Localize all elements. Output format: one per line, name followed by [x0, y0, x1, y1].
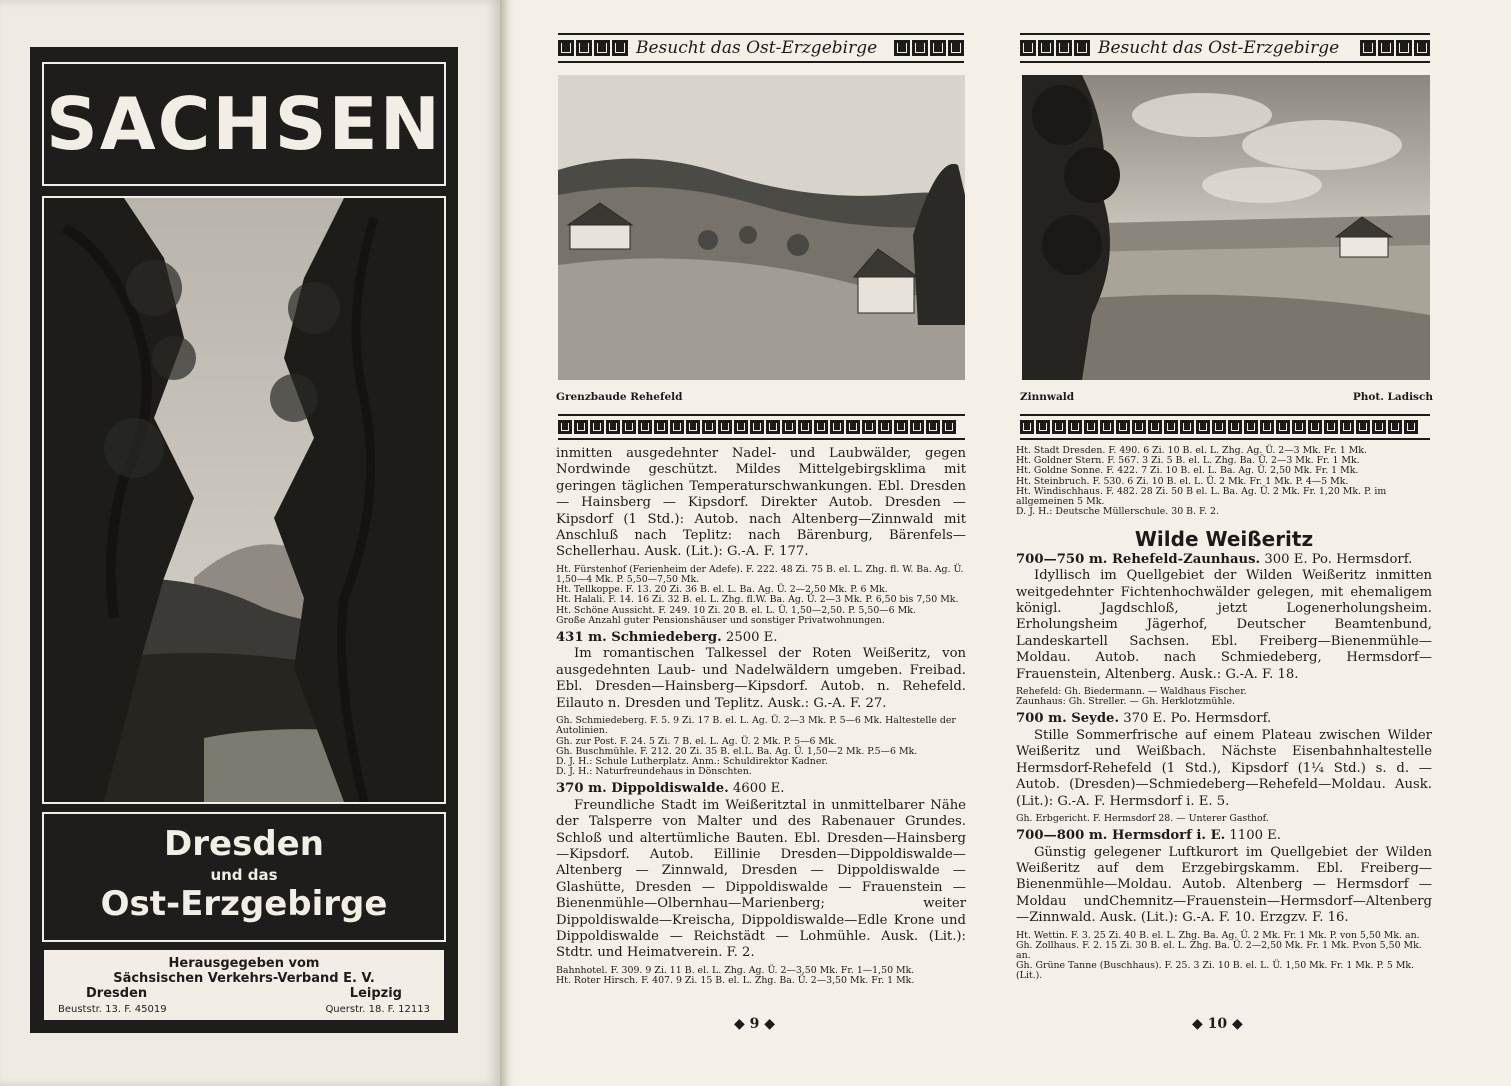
page-number: ◆ 10 ◆ [1192, 1016, 1243, 1032]
hotel-entry: Bahnhotel. F. 309. 9 Zi. 11 B. el. L. Zhg. Ag. Ü. 2—3,50 Mk. Fr. 1—1,50 Mk. [556, 964, 915, 976]
hotel-entry: Zaunhaus: Gh. Streller. — Gh. Herklotzmühle. [1016, 696, 1236, 708]
cover-subtitle-dresden: Dresden [164, 824, 324, 864]
publisher-address-dresden: Beuststr. 13. F. 45019 [58, 1004, 167, 1015]
place-heading [556, 630, 966, 646]
hotel-entry: Ht. Fürstenhof (Ferienheim der Adefe). F. 222. 48 Zi. 75 B. el. L. Zhg. fl. W. Ba. Ag. Ü. 1,50—4 Mk. P. 5,50—7,50 Mk. [556, 563, 964, 586]
hotel-entry: Ht. Stadt Dresden. F. 490. 6 Zi. 10 B. el. L. Zhg. Ag. Ü. 2—3 Mk. Fr. 1 Mk. [1016, 445, 1367, 456]
hotel-entry: Ht. Goldner Stern. F. 567. 3 Zi. 5 B. el. L. Zhg. Ba. Ü. 2—3 Mk. Fr. 1 Mk. [1016, 455, 1360, 467]
forest-landscape-image [44, 198, 444, 802]
ornament-mark-icon [558, 40, 628, 56]
cover-title-box [42, 62, 446, 186]
hotel-list [556, 966, 966, 986]
hotel-entry: D. J. H.: Schule Lutherplatz. Anm.: Schuldirektor Kadner. [556, 755, 828, 767]
hotel-entry: Gh. Zollhaus. F. 2. 15 Zi. 30 B. el. L. Zhg. Ba. Ü. 2—2,50 Mk. Fr. 1 Mk. P.von 5,50 Mk. an. [1016, 939, 1422, 961]
hotel-entry: Ht. Roter Hirsch. F. 407. 9 Zi. 15 B. el. L. Zhg. Ba. Ü. 2—3,50 Mk. Fr. 1 Mk. [556, 974, 915, 986]
intro-paragraph: inmitten ausgedehnter Nadel- und Laubwälder, gegen Nordwinde geschützt. Mildes Mittelgebirgsklima mit geringen täglichen Temperaturschwankungen. Ebl. Dresden — Hainsberg — Kipsdorf. Direkter Autob. Dresden — Kipsdorf (1 Std.): Autob. nach Altenberg—Zinnwald mit Anschluß nach Teplitz: nach Bärenburg, Bärenfels—Schellerhau. Ausk. (Lit.): G.-A. F. 177. [556, 446, 966, 560]
hotel-entry: Ht. Schöne Aussicht. F. 249. 10 Zi. 20 B. el. L. Ü. 1,50—2,50. P. 5,50—6 Mk. [556, 604, 916, 616]
hotel-entry: Ht. Steinbruch. F. 530. 6 Zi. 10 B. el. L. Ü. 2 Mk. Fr. 1 Mk. P. 4—5 Mk. [1016, 475, 1349, 487]
cover-photo-forest-landscape [42, 196, 446, 804]
cover-title: SACHSEN [46, 82, 442, 166]
place-population: 370 E. Po. Hermsdorf. [1119, 711, 1272, 727]
photo-caption: Zinnwald [1020, 391, 1075, 403]
place-name: 700—750 m. Rehefeld-Zaunhaus. [1016, 551, 1261, 567]
hotel-entry: Ht. Halali. F. 14. 16 Zi. 32 B. el. L. Zhg. fl.W. Ba. Ag. Ü. 2—3 Mk. P. 6,50 bis 7,50 Mk. [556, 594, 959, 606]
place-population: 1100 E. [1225, 828, 1281, 844]
hotel-entry: Gh. zur Post. F. 24. 5 Zi. 7 B. el. L. Ag. Ü. 2 Mk. P. 5—6 Mk. [556, 735, 837, 747]
publisher-address-leipzig: Querstr. 18. F. 12113 [325, 1004, 430, 1015]
photo-caption: Grenzbaude Rehefeld [556, 391, 683, 403]
photo-credit: Phot. Ladisch [1352, 391, 1433, 403]
valley-village-image [558, 75, 965, 380]
photo-grenzbaude-rehefeld [558, 75, 965, 380]
ornament-band-icon [1020, 420, 1418, 434]
publisher-line-1: Herausgegeben vom [168, 956, 320, 971]
page-9 [514, 0, 1004, 1086]
ornament-divider [1020, 414, 1430, 440]
cover-subtitle-und-das: und das [210, 866, 278, 884]
hotel-list [1016, 687, 1432, 707]
cover-subtitle-ost-erzgebirge: Ost-Erzgebirge [100, 884, 388, 924]
place-name: 700 m. Seyde. [1016, 711, 1120, 727]
place-heading [1016, 828, 1432, 844]
place-description: Im romantischen Talkessel der Roten Weißeritz, von ausgedehnten Laub- und Nadelwäldern umgeben. Freibad. Ebl. Dresden—Hainsberg—Kipsdorf. Autob. n. Rehefeld. Eilauto n. Dresden und Teplitz. Ausk.: G.-A. F. 27. [556, 646, 966, 711]
hotel-list [1016, 814, 1432, 824]
hotel-list [1016, 931, 1432, 982]
publisher-city-dresden: Dresden [86, 986, 148, 1001]
hotel-entry: Gh. Grüne Tanne (Buschhaus). F. 25. 3 Zi. 10 B. el. L. Ü. 1,50 Mk. Fr. 1 Mk. P. 5 Mk. (Lit.). [1016, 960, 1415, 982]
hotel-entry: D. J. H.: Deutsche Müllerschule. 30 B. F. 2. [1016, 506, 1219, 518]
brochure-spine [500, 0, 514, 1086]
page-header-band [1020, 33, 1430, 63]
page-number-value: 10 [1207, 1016, 1228, 1032]
cover-subtitle-box [42, 812, 446, 942]
page-number-value: 9 [749, 1016, 760, 1032]
hotel-entry: Rehefeld: Gh. Biedermann. — Waldhaus Fischer. [1016, 686, 1247, 698]
page-9-body [556, 446, 966, 990]
hotel-entry: Gh. Schmiedeberg. F. 5. 9 Zi. 17 B. el. L. Ag. Ü. 2—3 Mk. P. 5—6 Mk. Haltestelle der Autolinien. [556, 715, 956, 737]
page-header-text: Besucht das Ost-Erzgebirge [1098, 38, 1340, 58]
hotel-list [556, 716, 966, 777]
cover-publisher-box [42, 948, 446, 1022]
place-population: 2500 E. [721, 630, 778, 646]
place-population: 300 E. Po. Hermsdorf. [1260, 551, 1413, 567]
place-population: 4600 E. [728, 781, 785, 797]
page-header-text: Besucht das Ost-Erzgebirge [636, 38, 878, 58]
page-number: ◆ 9 ◆ [734, 1016, 776, 1032]
brochure-cover [0, 0, 500, 1086]
place-description: Günstig gelegener Luftkurort im Quellgebiet der Wilden Weißeritz auf dem Erzgebirgskamm. Ebl. Freiberg—Bienenmühle—Moldau. Autob. Altenberg — Hermsdorf — Moldau undChemnitz—Frauenstein—Hermsdorf—Altenberg—Zinnwald. Ausk. (Lit.): G.-A. F. 10. Erzgzv. F. 16. [1016, 844, 1432, 926]
page-10 [1004, 0, 1511, 1086]
place-heading [1016, 711, 1432, 727]
ornament-divider [558, 414, 965, 440]
publisher-line-2: Sächsischen Verkehrs-Verband E. V. [113, 971, 375, 986]
section-title: Wilde Weißeritz [1134, 527, 1314, 552]
hotel-entry: Ht. Wettin. F. 3. 25 Zi. 40 B. el. L. Zhg. Ba. Ag. Ü. 2 Mk. Fr. 1 Mk. P. von 5,50 Mk. an. [1016, 929, 1420, 941]
photo-zinnwald [1022, 75, 1430, 380]
hotel-entry: Ht. Windischhaus. F. 482. 28 Zi. 50 B el. L. Ba. Ag. Ü. 2 Mk. Fr. 1,20 Mk. P. im allgemeinen 5 Mk. [1016, 485, 1387, 508]
ornament-band-icon [558, 420, 956, 434]
hotel-entry: Ht. Goldne Sonne. F. 422. 7 Zi. 10 B. el. L. Ba. Ag. Ü. 2,50 Mk. Fr. 1 Mk. [1016, 465, 1359, 477]
hotel-entry: Gh. Erbgericht. F. Hermsdorf 28. — Unterer Gasthof. [1016, 812, 1269, 824]
hotel-entry: Gh. Buschmühle. F. 212. 20 Zi. 35 B. el.L. Ba. Ag. Ü. 1,50—2 Mk. P.5—6 Mk. [556, 745, 918, 757]
publisher-city-leipzig: Leipzig [349, 986, 402, 1001]
place-name: 431 m. Schmiedeberg. [556, 630, 722, 646]
ornament-mark-icon [894, 40, 964, 56]
place-description: Idyllisch im Quellgebiet der Wilden Weißeritz inmitten weitgedehnter Fichtenhochwälder gelegen, mit ehemaligem königl. Jagdschloß, jetzt Logenerholungsheim. Erholungsheim Jägerhof, Deutscher Beamtenbund, Landeskartell Sachsen. Ebl. Freiberg—Bienenmühle—Moldau. Autob. nach Schmiedeberg, Hermsdorf—Frauenstein, Altenberg. Ausk.: G.-A. F. 18. [1016, 568, 1432, 682]
place-heading [1016, 552, 1432, 568]
hotel-list [556, 565, 966, 626]
place-name: 370 m. Dippoldiswalde. [556, 781, 729, 797]
place-name: 700—800 m. Hermsdorf i. E. [1016, 828, 1226, 844]
hotel-entry: D. J. H.: Naturfreundehaus in Dönschten. [556, 766, 752, 778]
ornament-mark-icon [1020, 40, 1090, 56]
place-heading [556, 781, 966, 797]
plateau-landscape-image [1022, 75, 1430, 380]
page-10-body [1016, 446, 1432, 986]
hotel-entry: Ht. Tellkoppe. F. 13. 20 Zi. 36 B. el. L. Ba. Ag. Ü. 2—2,50 Mk. P. 6 Mk. [556, 584, 888, 596]
hotel-list [1016, 446, 1432, 517]
place-description: Freundliche Stadt im Weißeritztal in unmittelbarer Nähe der Talsperre von Malter und des Rabenauer Grundes. Schloß und altertümliche Bauten. Ebl. Dresden—Hainsberg—Kipsdorf. Autob. Eillinie Dresden—Dippoldiswalde—Altenberg — Zinnwald, Dresden — Dippoldiswalde — Glashütte, Dresden — Dippoldiswalde — Frauenstein — Bienenmühle—Olbernhau—Marienberg; weiter Dippoldiswalde—Kreischa, Dippoldiswalde—Edle Krone und Dippoldiswalde — Reichstädt — Lohmühle. Ausk. (Lit.): Stdtr. und Heimatverein. F. 2. [556, 797, 966, 961]
place-description: Stille Sommerfrische auf einem Plateau zwischen Wilder Weißeritz und Weißbach. Nächste Eisenbahnhaltestelle Hermsdorf-Rehefeld (1 Std.), Kipsdorf (1¼ Std.) s. d. — Autob. (Dresden)—Schmiedeberg—Rehefeld—Moldau. Ausk. (Lit.): G.-A. F. Hermsdorf i. E. 5. [1016, 727, 1432, 809]
page-header-band [558, 33, 964, 63]
ornament-mark-icon [1360, 40, 1430, 56]
hotel-entry: Große Anzahl guter Pensionshäuser und sonstiger Privatwohnungen. [556, 614, 885, 626]
